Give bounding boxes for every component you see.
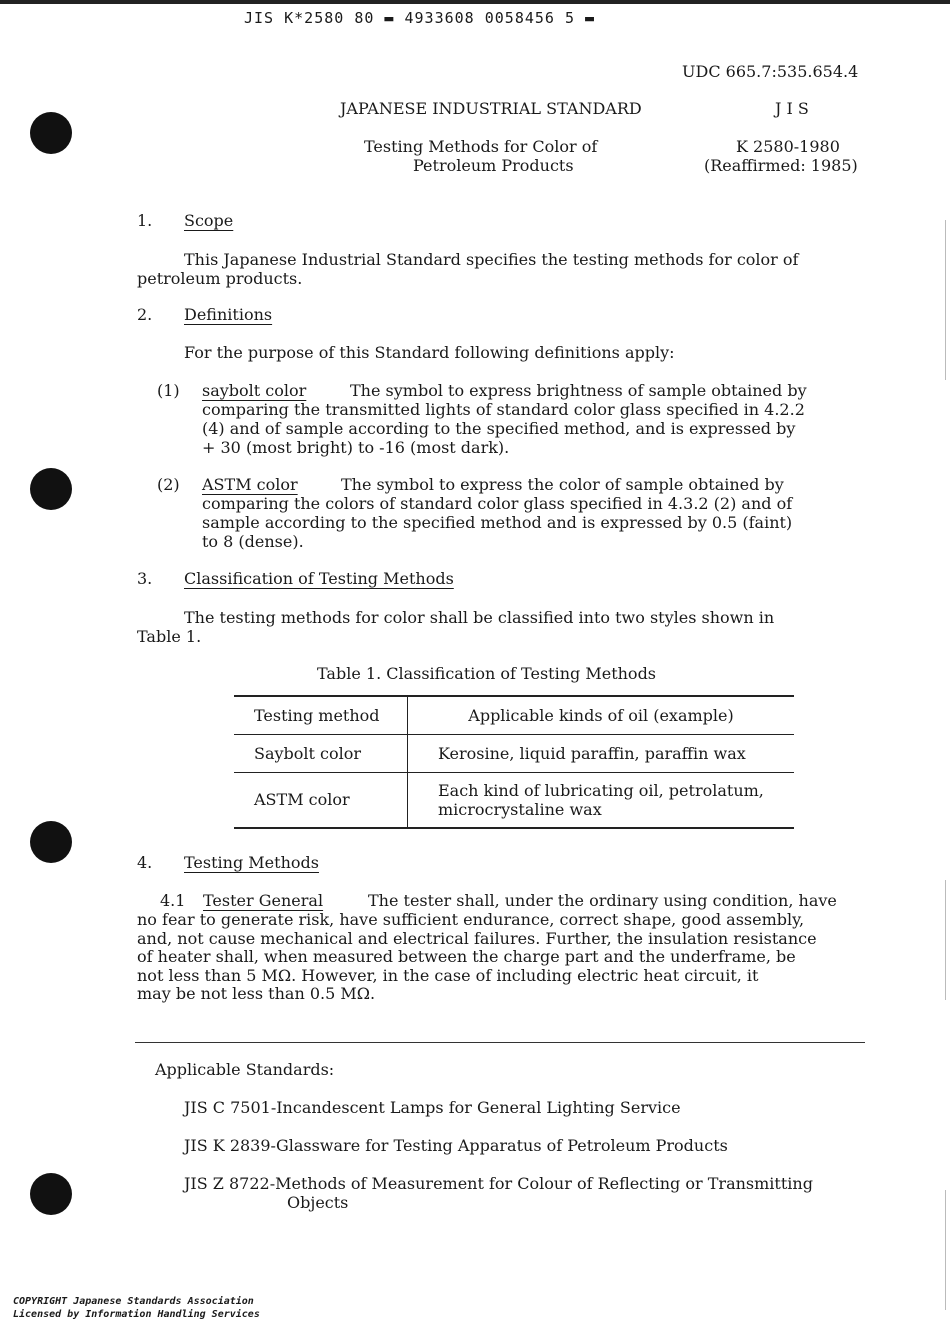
table-header-row xyxy=(234,696,794,734)
table-caption: Table 1. Classification of Testing Methods xyxy=(317,664,657,683)
paragraph-line: petroleum products. xyxy=(137,269,303,288)
paragraph-line: The testing methods for color shall be classified into two styles shown in xyxy=(184,608,775,627)
definition-line: comparing the colors of standard color glass specified in 4.3.2 (2) and of xyxy=(202,494,793,513)
applicable-standard-item-continued: Objects xyxy=(287,1193,349,1212)
reaffirmed-date: (Reaffirmed: 1985) xyxy=(704,156,858,175)
paragraph-line: The tester shall, under the ordinary using condition, have xyxy=(368,891,837,910)
section-number: 3. xyxy=(137,569,153,588)
paragraph-line: For the purpose of this Standard following definitions apply: xyxy=(184,343,675,362)
paragraph-line: no fear to generate risk, have sufficient endurance, correct shape, good assembly, xyxy=(137,910,805,929)
table-cell xyxy=(408,772,795,828)
section-number: 2. xyxy=(137,305,153,324)
standard-type: JAPANESE INDUSTRIAL STANDARD xyxy=(340,99,642,118)
subsection-number: 4.1 xyxy=(160,891,186,910)
definition-text: The symbol to express brightness of sample obtained by xyxy=(350,381,807,400)
section-heading-definitions: Definitions xyxy=(184,305,273,324)
section-number: 1. xyxy=(137,211,153,230)
definition-line: comparing the transmitted lights of standard color glass specified in 4.2.2 xyxy=(202,400,805,419)
paragraph-line: Table 1. xyxy=(137,627,202,646)
table-cell: ASTM color xyxy=(234,772,408,828)
section-heading-testing-methods: Testing Methods xyxy=(184,853,319,872)
edge-mark xyxy=(945,1190,946,1310)
applicable-standard-item: JIS Z 8722-Methods of Measurement for Colour of Reflecting or Transmitting xyxy=(184,1174,813,1193)
applicable-standard-item: JIS C 7501-Incandescent Lamps for General Lighting Service xyxy=(184,1098,681,1117)
copyright-notice xyxy=(13,1295,260,1321)
table-cell-line: microcrystaline wax xyxy=(438,799,602,819)
top-edge-bar xyxy=(0,0,950,4)
definition-number: (2) xyxy=(157,475,180,494)
paragraph-line: may be not less than 0.5 MΩ. xyxy=(137,984,376,1003)
paragraph-line: not less than 5 MΩ. However, in the case of including electric heat circuit, it xyxy=(137,966,759,985)
table-cell: Kerosine, liquid paraffin, paraffin wax xyxy=(438,743,746,763)
applicable-standard-item: JIS K 2839-Glassware for Testing Apparatus of Petroleum Products xyxy=(184,1136,728,1155)
table-row xyxy=(234,772,794,828)
paragraph-line: of heater shall, when measured between the charge part and the underframe, be xyxy=(137,947,796,966)
definition-term: ASTM color xyxy=(202,475,298,494)
definition-line: sample according to the specified method and is expressed by 0.5 (faint) xyxy=(202,513,793,532)
edge-mark xyxy=(945,880,946,1000)
binder-hole-icon xyxy=(30,112,72,154)
definition-line: to 8 (dense). xyxy=(202,532,304,551)
copyright-line: COPYRIGHT Japanese Standards Association xyxy=(13,1296,254,1307)
document-header-code: JIS K*2580 80 ▬ 4933608 0058456 5 ▬ xyxy=(244,9,596,27)
edge-mark xyxy=(945,220,946,380)
section-number: 4. xyxy=(137,853,153,872)
jis-mark: J I S xyxy=(775,99,809,118)
standard-number: K 2580-1980 xyxy=(736,137,840,156)
binder-hole-icon xyxy=(30,1173,72,1215)
table-header-cell: Testing method xyxy=(234,696,408,734)
section-heading-classification: Classification of Testing Methods xyxy=(184,569,454,588)
title-line-1: Testing Methods for Color of xyxy=(364,137,598,156)
binder-hole-icon xyxy=(30,468,72,510)
definition-number: (1) xyxy=(157,381,180,400)
classification-table xyxy=(234,695,794,829)
section-heading-scope: Scope xyxy=(184,211,234,230)
definition-line: (4) and of sample according to the specified method, and is expressed by xyxy=(202,419,796,438)
subsection-heading: Tester General xyxy=(203,891,324,910)
table-cell-line: Each kind of lubricating oil, petrolatum, xyxy=(438,780,764,800)
definition-term: saybolt color xyxy=(202,381,307,400)
binder-hole-icon xyxy=(30,821,72,863)
paragraph-line: This Japanese Industrial Standard specifies the testing methods for color of xyxy=(184,250,799,269)
divider xyxy=(135,1042,865,1043)
definition-line: + 30 (most bright) to -16 (most dark). xyxy=(202,438,510,457)
paragraph-line: and, not cause mechanical and electrical failures. Further, the insulation resistance xyxy=(137,929,817,948)
copyright-line: Licensed by Information Handling Services xyxy=(13,1309,260,1320)
table-cell: Saybolt color xyxy=(234,734,408,772)
udc-code: UDC 665.7:535.654.4 xyxy=(682,62,859,81)
applicable-standards-heading: Applicable Standards: xyxy=(155,1060,335,1079)
table-header-cell: Applicable kinds of oil (example) xyxy=(468,705,734,725)
title-line-2: Petroleum Products xyxy=(413,156,574,175)
table-row xyxy=(234,734,794,772)
definition-text: The symbol to express the color of sample obtained by xyxy=(341,475,784,494)
